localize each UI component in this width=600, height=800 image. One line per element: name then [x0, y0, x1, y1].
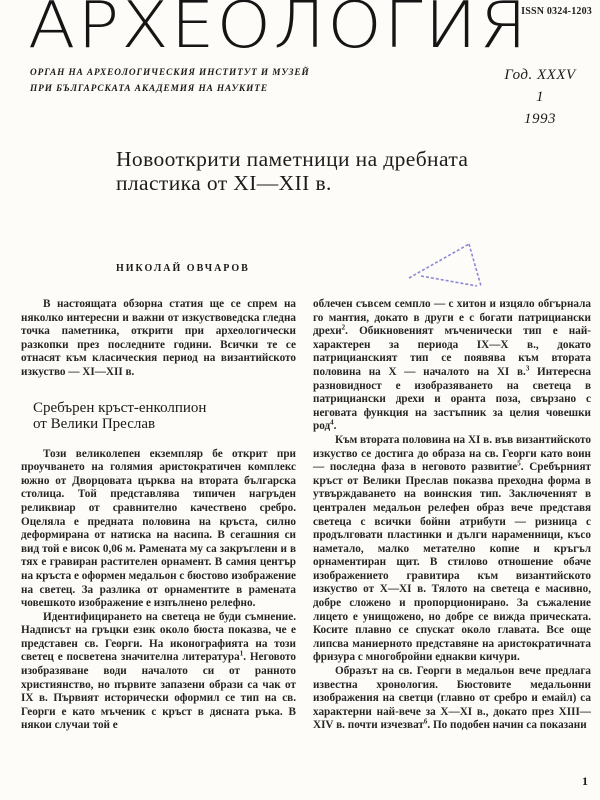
issn-label: ISSN 0324-1203	[521, 6, 592, 17]
text-run: Идентифицирането на светеца не буди съмнение. Надписът на гръцки език около бюста показва, че е представен св. Георги. На иконографията на този светец е посветена значителна литература	[21, 610, 296, 664]
year-label: 1993	[524, 111, 556, 127]
issue-info	[492, 64, 588, 130]
organ-line-2: ПРИ БЪЛГАРСКАТА АКАДЕМИЯ НА НАУКИТЕ	[30, 84, 268, 94]
text-run: . Неговото изобразяване води началото си от ранното християнство, но първите запазени образи са чак от IX в. Първият исторически оформил се тип на св. Георги е като мъченик с кръст в дясната ръка. В някои случаи той е	[21, 651, 296, 732]
continued-paragraph	[313, 298, 591, 434]
footnote-ref[interactable]: 4	[330, 418, 334, 427]
footnote-ref[interactable]: 1	[239, 649, 244, 658]
body-paragraph-3	[313, 434, 591, 665]
issue-number: 1	[536, 89, 544, 105]
journal-masthead: АРХЕОЛОГИЯ	[28, 0, 530, 63]
library-stamp-mark	[407, 242, 487, 288]
footnote-ref[interactable]: 5	[517, 459, 521, 468]
text-run: .	[333, 420, 337, 433]
text-run: Към втората половина на XI в. във византийското изкуство се достига до образа на св. Георги като воин — последна фаза в неговото развитие	[313, 433, 591, 474]
text-run: . По подобен начин са показани	[427, 719, 587, 732]
text-run: . Обикновеният мъченически тип е най-характерен за периода IX—X в., докато патрицианският тип се появява към втората половина на X — началото на XI в.	[313, 325, 591, 378]
intro-paragraph: В настоящата обзорна статия ще се спрем на няколко интересни и важни от изкуствоведска гледна точка паметника, открити при археологически разкопки през последните години. Всички те се отнасят към класическия период на византийското изкуство — XI—XII в.	[21, 298, 296, 378]
body-paragraph-1: Този великолепен екземпляр бе открит при проучването на голямия аристократичен комплекс южно от Дворцовата църква на втората българска столица. Той представлява типичен нагръден реликвиар от сравнително качествено сребро. Оцеляла е предната половина на кръста, силно деформирана от натиска на насипа. В сегашния си вид той е висок 0,06 м. Рамената му са закръглени и в тях е гравиран растителен орнамент. В самия център на кръста е оформен медальон с бюстово изображение на светец. За разлика от орнаментите в рамената човешкото изображение е изпълнено релефно.	[21, 447, 296, 610]
article-title-line-1: Новооткрити паметници на дребната	[116, 147, 469, 171]
author-name: НИКОЛАЙ ОВЧАРОВ	[116, 263, 250, 274]
footnote-ref[interactable]: 2	[341, 323, 346, 332]
footnote-ref[interactable]: 6	[423, 717, 428, 726]
page-number: 1	[582, 774, 588, 788]
body-paragraph-2	[21, 611, 296, 733]
volume-label: Год. XXXV	[504, 67, 576, 83]
body-paragraph-4	[313, 665, 591, 733]
text-run: Образът на св. Георги в медальон вече предлага известна хронология. Бюстовите медальонни изображения на светци (главно от сребро и емайл) са характерни най-вече за X—XI в., докато през XIII—XIV в. почти изчезват	[313, 665, 591, 732]
text-run: облечен съвсем семпло — с хитон и изцяло обгърнала го мантия, докато в други е с богати патрициански дрехи	[313, 298, 591, 338]
section-heading-line-1: Сребърен кръст-енколпион	[33, 399, 207, 416]
organ-line-1: ОРГАН НА АРХЕОЛОГИЧЕСКИЯ ИНСТИТУТ И МУЗЕЙ	[30, 68, 310, 78]
article-title	[116, 147, 468, 195]
section-heading-line-2: от Велики Преслав	[33, 415, 156, 432]
text-run: Интересна разновидност е изобразяването на светеца в патрициански дрехи и оранта поза, свързано с неговата функция на застъпник за целия човешки род	[313, 365, 591, 433]
article-title-line-2: пластика от XI—XII в.	[116, 171, 332, 195]
section-heading	[33, 400, 296, 432]
right-column	[313, 298, 591, 733]
organ-statement	[30, 65, 310, 97]
footnote-ref[interactable]: 3	[525, 364, 530, 373]
left-column	[21, 298, 296, 733]
text-run: . Сребърният кръст от Велики Преслав показва преходна форма в утвърждаването на воинския тип. Заключеният в централен медальон релефен образ вече представя светеца с всички бойни атрибути — ризница с продълговати пластинки и дълги нараменници, късо наметало, малко метателно копие и кръгъл орнаментиран щит. В стилово отношение обаче изображението гравитира към византийското изкуство от X—XI в. Тялото на светеца е масивно, добре сложено и пропорционирано. За съжаление лицето е унищожено, но добре се вижда прическата. Косите плавно се спускат около главата. Все още липсва маниерното представяне на аристократичната фризура с многобройни еднакви кичури.	[313, 461, 591, 664]
